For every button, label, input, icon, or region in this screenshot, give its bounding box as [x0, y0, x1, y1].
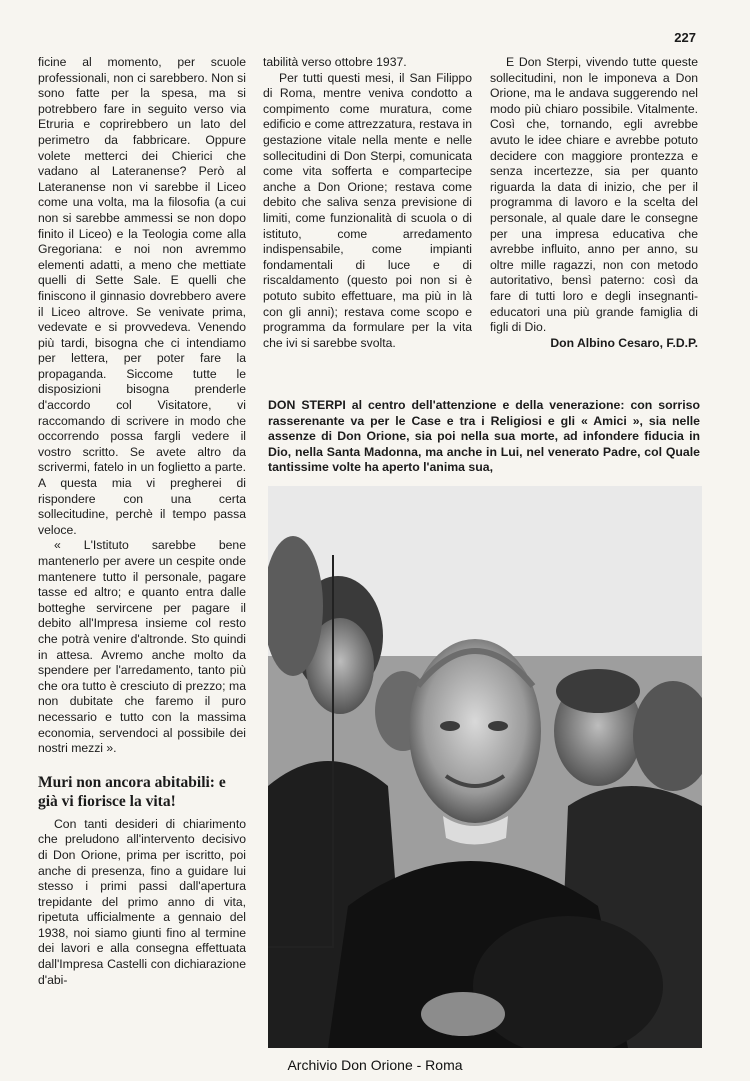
paragraph: tabilità verso ottobre 1937. — [263, 55, 407, 69]
paragraph: Per tutti questi mesi, il San Filippo di Roma, mentre veniva condotto a compimento come muratura, come edificio e come attrezzatura, restava in gestazione vitale nella mente e nelle sollecitudini di Don Sterpi, comunicata come vita sofferta e compartecipe anche a Don Orione; restava come debito che saliva senza previsione di limiti, come funzionalità di scuola o di istituto, come arredamento indispensabile, come impianti fondamentali di luce e di riscaldamento (questo poi non si è potuto subito effettuare, ma più in là con gli anni); restava come scopo e programma da formulare per la vita che ivi si sarebbe svolta. — [263, 70, 472, 350]
paragraph: E Don Sterpi, vivendo tutte queste sollecitudini, non le imponeva a Don Orione, ma le andava suggerendo nel modo più chiaro possibile. Vitalmente. Così che, tornando, egli avrebbe avuto le idee chiare e avrebbe potuto decidere con maggiore prontezza e senza incertezze, sia per quanto riguarda la data di inizio, che per il programma di lavoro e la scelta del personale, al quale dare le consegne per una impresa educativa che avrebbe influito, anno per anno, su oltre mille ragazzi, non con metodo autoritativo, bensì paterno: così da fare di tutti loro e degli insegnanti-educatori una più grande famiglia di figli di Dio. — [490, 55, 698, 335]
author-signature: Don Albino Cesaro, F.D.P. — [550, 335, 698, 350]
paragraph: ficine al momento, per scuole professionali, non ci sarebbero. Non si sono fatte per la spesa, ma si potrebbero fare in seguito verso via Etruria e coprirebbero un lato del perimetro da fabbricare. Oppure volete metterci dei Chierici che vadano al Lateranense? Però al Lateranense non vi sarebbe il Liceo come una volta, ma la filosofia (a cui non si sarebbe ammessi se non dopo finito il Liceo) e la Teologia come alla Gregoriana: e noi non avremmo elementi adatti, a meno che mettiate quelli di Sette Sale. E quelli che finiscono il ginnasio dovrebbero avere il Liceo altrove. Se venivate prima, vedevate e si provvedeva. Venendo più tardi, bisogna che ci intendiamo per lettera, per poter fare la propaganda. Siccome tutte le disposizioni bisogna prenderle d'accordo col Visitatore, vi raccomando di scrivere in modo che occorrendo possa fargli vedere il vostro scritto. Se avete altro da scrivermi, fatelo in un foglietto a parte. A questa mia vi pregherei di rispondere con una certa sollecitudine, perchè il tempo passa veloce. — [38, 55, 246, 537]
paragraph: Con tanti desideri di chiarimento che preludono all'intervento decisivo di Don Orione, prima per iscritto, poi anche di presenza, fino a guidare lui stesso i primi passi dall'apertura trepidante del primo anno di vita, ripetuta ufficialmente a gennaio del 1938, noi siamo giunti fino al termine dei lavori e alla consegna effettuata dall'Impresa Castelli con dichiarazione d'abi- — [38, 816, 246, 987]
text-column-1 — [38, 55, 246, 988]
hand — [421, 992, 505, 1036]
text-column-2 — [263, 55, 472, 351]
caption-text: al centro dell'attenzione e della venerazione: con sorriso rasserenante va per le Case e tra i Religiosi e gli « Amici », sia nelle assenze di Don Orione, sia poi nella sua morte, ad infondere fiducia in Dio, nella Santa Madonna, ma anche in Lui, nel venerato Padre, col Quale tantissime volte ha aperto l'anima sua, — [268, 398, 700, 475]
photo-caption — [268, 398, 700, 476]
paragraph: « L'Istituto sarebbe bene mantenerlo per avere un cespite onde mantenere tutto il personale, pagare tasse ed altro; e quanto entra dalle botteghe servircene per pagare il debito all'Impresa insieme col resto che potrà venire d'altronde. Sto quindi in attesa. Avremo anche molto da spendere per l'arredamento, tanto più che ora tutto è cresciuto di prezzo; ma non dubitate che faremo il puro necessario e tutto con la massima economia, servendoci al possibile dei nostri mezzi ». — [38, 538, 246, 756]
text-column-3 — [490, 55, 698, 351]
page-number: 227 — [674, 30, 696, 45]
priest-face — [409, 639, 541, 823]
caption-lead: DON STERPI — [268, 398, 346, 412]
photo-frame-line — [332, 555, 334, 948]
archive-footer: Archivio Don Orione - Roma — [287, 1057, 463, 1073]
section-subheading: Muri non ancora abitabili: e già vi fiorisce la vita! — [38, 773, 226, 810]
photo-frame-line — [268, 946, 334, 948]
